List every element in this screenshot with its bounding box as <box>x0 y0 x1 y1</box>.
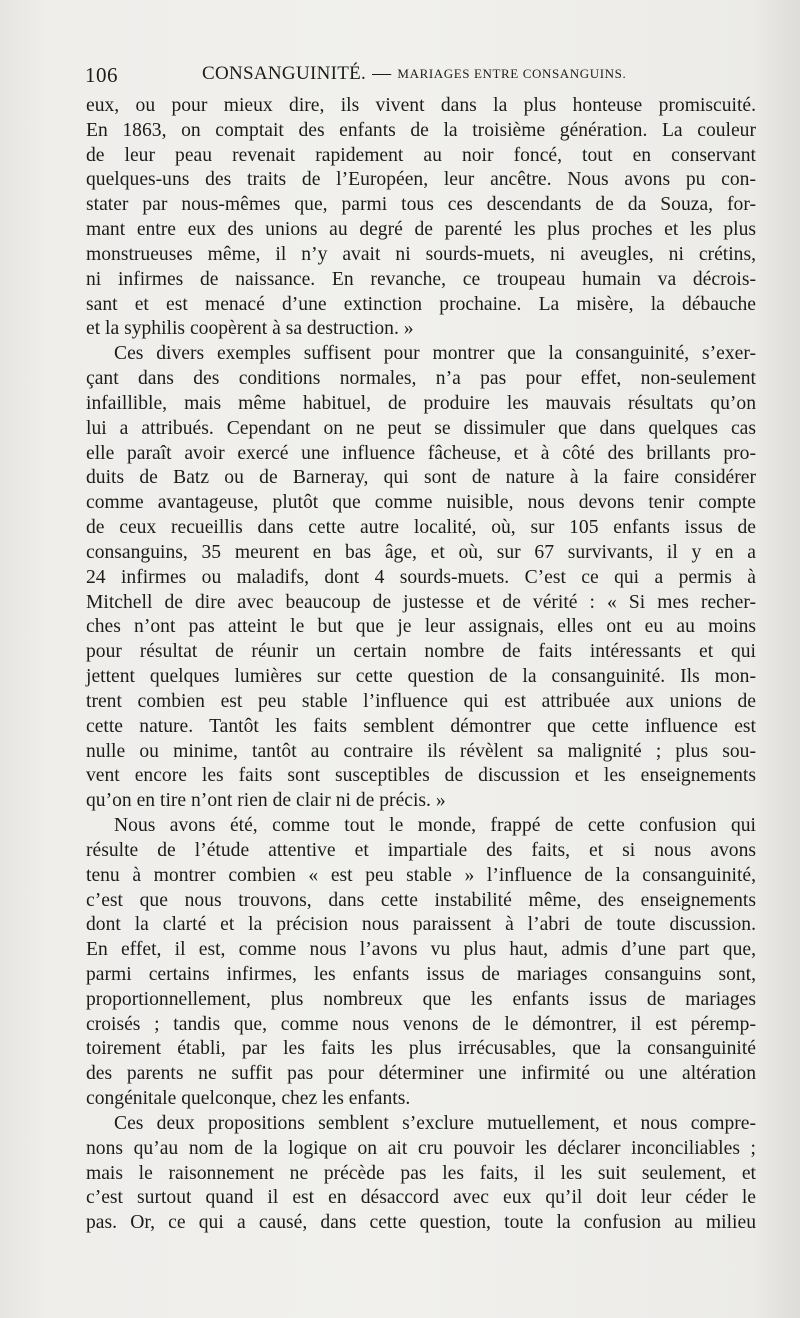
text-line: de leur peau revenait rapidement au noir foncé, tout en conservant <box>86 144 756 166</box>
text-line: mant entre eux des unions au degré de parenté les plus proches et les plus <box>86 219 756 241</box>
running-title-separator: — <box>372 63 392 84</box>
text-line: ni infirmes de naissance. En revanche, ce troupeau humain va décrois- <box>86 268 756 290</box>
text-line: infaillible, mais même habituel, de produire les mauvais résultats qu’on <box>86 392 756 414</box>
text-line: sant et est menacé d’une extinction prochaine. La misère, la débauche <box>86 293 756 315</box>
text-line: croisés ; tandis que, comme nous venons de le démontrer, il est péremp- <box>86 1013 756 1035</box>
text-line: de ceux recueillis dans cette autre localité, où, sur 105 enfants issus de <box>86 517 756 539</box>
text-line: çant dans des conditions normales, n’a pas pour effet, non-seulement <box>86 368 756 390</box>
text-line: jettent quelques lumières sur cette question de la consanguinité. Ils mon- <box>86 666 756 688</box>
text-line: toirement établi, par les faits les plus irrécusables, que la consanguinité <box>86 1038 756 1060</box>
body-text <box>86 94 756 1236</box>
text-line: eux, ou pour mieux dire, ils vivent dans la plus honteuse promiscuité. <box>86 95 756 116</box>
running-title <box>202 63 626 85</box>
text-line: Nous avons été, comme tout le monde, frappé de cette confusion qui <box>114 815 756 837</box>
text-line: trent combien est peu stable l’influence qui est attribuée aux unions de <box>86 690 756 712</box>
text-line: parmi certains infirmes, les enfants issus de mariages consanguins sont, <box>86 963 756 985</box>
page-header <box>85 63 757 89</box>
text-line: vent encore les faits sont susceptibles de discussion et les enseignements <box>86 765 756 787</box>
text-line: nulle ou minime, tantôt au contraire ils révèlent sa malignité ; plus sou- <box>86 740 756 762</box>
text-line: elle paraît avoir exercé une influence fâcheuse, et à côté des brillants pro- <box>86 442 756 464</box>
text-line: et la syphilis coopèrent à sa destruction. » <box>86 318 414 340</box>
text-line: des parents ne suffit pas pour déterminer une infirmité ou une altération <box>86 1063 756 1085</box>
text-line: dont la clarté et la précision nous paraissent à l’abri de toute discussion. <box>86 914 756 936</box>
text-line: quelques-uns des traits de l’Européen, leur ancêtre. Nous avons pu con- <box>86 169 756 191</box>
text-line: résulte de l’étude attentive et impartiale des faits, et si nous avons <box>86 839 756 861</box>
text-line: ches n’ont pas atteint le but que je leur assignais, elles ont eu au moins <box>86 616 756 638</box>
text-line: nons qu’au nom de la logique on ait cru pouvoir les déclarer inconciliables ; <box>86 1137 756 1159</box>
text-line: monstrueuses même, il n’y avait ni sourds-muets, ni aveugles, ni crétins, <box>86 243 756 265</box>
page-number: 106 <box>85 63 118 87</box>
text-line: Ces divers exemples suffisent pour montrer que la consanguinité, s’exer- <box>114 343 756 365</box>
running-title-main: CONSANGUINITÉ. <box>202 63 367 84</box>
text-line: mais le raisonnement ne précède pas les faits, il les suit seulement, et <box>86 1162 756 1184</box>
text-line: Mitchell de dire avec beaucoup de justesse et de vérité : « Si mes recher- <box>86 591 756 613</box>
text-line: duits de Batz ou de Barneray, qui sont de nature à la faire considérer <box>86 467 756 489</box>
text-line: lui a attribués. Cependant on ne peut se dissimuler que dans quelques cas <box>86 417 756 439</box>
text-line: cette nature. Tantôt les faits semblent démontrer que cette influence est <box>86 715 756 737</box>
text-line: stater par nous-mêmes que, parmi tous ces descendants de da Souza, for- <box>86 194 756 216</box>
text-line: tenu à montrer combien « est peu stable » l’influence de la consanguinité, <box>86 864 756 886</box>
text-line: c’est que nous trouvons, dans cette instabilité même, des enseignements <box>86 889 756 911</box>
text-line: c’est surtout quand il est en désaccord avec eux qu’il doit leur céder le <box>86 1187 756 1209</box>
text-line: pas. Or, ce qui a causé, dans cette question, toute la confusion au milieu <box>86 1212 756 1234</box>
text-line: Ces deux propositions semblent s’exclure mutuellement, et nous compre- <box>114 1112 756 1134</box>
text-line: 24 infirmes ou maladifs, dont 4 sourds-muets. C’est ce qui a permis à <box>86 566 756 588</box>
text-line: En effet, il est, comme nous l’avons vu plus haut, admis d’une part que, <box>86 939 756 961</box>
text-line: proportionnellement, plus nombreux que les enfants issus de mariages <box>86 988 756 1010</box>
text-line: En 1863, on comptait des enfants de la troisième génération. La couleur <box>86 119 756 141</box>
text-line: qu’on en tire n’ont rien de clair ni de précis. » <box>86 790 446 812</box>
text-line: pour résultat de réunir un certain nombre de faits intéressants et qui <box>86 641 756 663</box>
text-line: congénitale quelconque, chez les enfants. <box>86 1088 411 1110</box>
text-line: consanguins, 35 meurent en bas âge, et où, sur 67 survivants, il y en a <box>86 541 756 563</box>
running-title-subtitle: MARIAGES ENTRE CONSANGUINS. <box>397 66 627 81</box>
text-line: comme avantageuse, plutôt que comme nuisible, nous devons tenir compte <box>86 492 756 514</box>
